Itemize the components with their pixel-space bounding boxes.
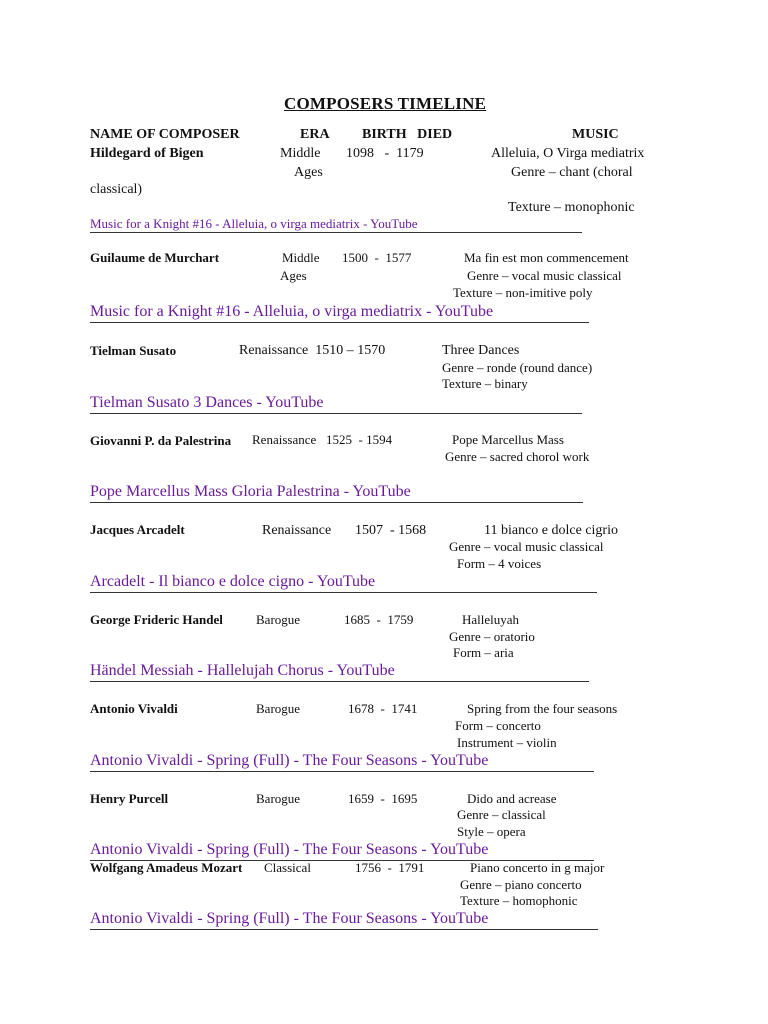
composer-years: 1685 - 1759 <box>344 612 414 627</box>
composer-era: Middle <box>280 146 321 161</box>
youtube-link[interactable]: Antonio Vivaldi - Spring (Full) - The Four Seasons - YouTube <box>90 752 594 772</box>
composer-era: Classical <box>264 860 311 875</box>
composer-era-cont: Ages <box>294 165 323 180</box>
composer-name: Hildegard of Bigen <box>90 146 204 161</box>
composer-name: Guilaume de Murchart <box>90 250 220 265</box>
composer-era: Barogue <box>256 701 301 716</box>
music-detail: Texture – binary <box>442 376 528 391</box>
youtube-link[interactable]: Antonio Vivaldi - Spring (Full) - The Four Seasons - YouTube <box>90 841 594 861</box>
music-detail: Genre – chant (choral <box>511 165 633 180</box>
page-title: COMPOSERS TIMELINE <box>284 94 487 113</box>
music-title: Piano concerto in g major <box>470 860 605 875</box>
youtube-link[interactable]: Händel Messiah - Hallelujah Chorus - YouTube <box>90 662 589 682</box>
music-detail: Genre – piano concerto <box>460 877 582 892</box>
youtube-link[interactable]: Pope Marcellus Mass Gloria Palestrina - YouTube <box>90 483 583 503</box>
music-detail: Genre – oratorio <box>449 629 535 644</box>
music-title: 11 bianco e dolce cigrio <box>484 523 618 538</box>
composer-era: Barogue <box>256 612 301 627</box>
music-detail: Texture – non-imitive poly <box>453 285 593 300</box>
music-detail: classical) <box>90 182 143 197</box>
youtube-link[interactable]: Music for a Knight #16 - Alleluia, o virga mediatrix - YouTube <box>90 217 582 233</box>
composer-name: Tielman Susato <box>90 343 177 358</box>
youtube-link[interactable]: Music for a Knight #16 - Alleluia, o virga mediatrix - YouTube <box>90 303 589 323</box>
youtube-link[interactable]: Arcadelt - Il bianco e dolce cigno - YouTube <box>90 573 597 593</box>
composer-era: Barogue <box>256 791 301 806</box>
composer-name: Jacques Arcadelt <box>90 522 185 537</box>
youtube-link[interactable]: Antonio Vivaldi - Spring (Full) - The Four Seasons - YouTube <box>90 910 598 930</box>
composer-years: 1098 - 1179 <box>346 146 424 161</box>
music-title: Three Dances <box>442 343 520 358</box>
composer-name: George Frideric Handel <box>90 612 223 627</box>
music-title: Ma fin est mon commencement <box>464 250 629 265</box>
composer-era: Middle <box>282 250 320 265</box>
music-detail: Genre – vocal music classical <box>449 539 604 554</box>
header-birth-died: BIRTH DIED <box>362 127 453 142</box>
composer-name: Henry Purcell <box>90 791 169 806</box>
music-detail: Genre – vocal music classical <box>467 268 622 283</box>
composer-name: Wolfgang Amadeus Mozart <box>90 860 243 875</box>
music-detail: Form – aria <box>453 645 514 660</box>
music-detail: Form – concerto <box>455 718 541 733</box>
composer-era-years: Renaissance 1525 - 1594 <box>252 432 393 447</box>
music-title: Alleluia, O Virga mediatrix <box>491 146 645 161</box>
music-title: Halleluyah <box>462 612 520 627</box>
music-detail: Texture – monophonic <box>508 200 635 215</box>
composer-era: Renaissance <box>262 523 332 538</box>
composer-era-cont: Ages <box>280 268 307 283</box>
music-detail: Genre – sacred chorol work <box>445 449 590 464</box>
composer-years: 1659 - 1695 <box>348 791 418 806</box>
music-detail: Genre – ronde (round dance) <box>442 360 593 375</box>
composer-era-years: Renaissance 1510 – 1570 <box>239 343 386 358</box>
composer-years: 1507 - 1568 <box>355 523 427 538</box>
composer-years: 1678 - 1741 <box>348 701 418 716</box>
music-title: Dido and acrease <box>467 791 557 806</box>
header-name: NAME OF COMPOSER <box>90 127 240 142</box>
music-title: Spring from the four seasons <box>467 701 618 716</box>
music-title: Pope Marcellus Mass <box>452 432 564 447</box>
music-detail: Genre – classical <box>457 807 546 822</box>
youtube-link[interactable]: Tielman Susato 3 Dances - YouTube <box>90 394 582 414</box>
composer-name: Antonio Vivaldi <box>90 701 178 716</box>
composer-years: 1500 - 1577 <box>342 250 412 265</box>
header-era: ERA <box>300 127 330 142</box>
music-detail: Texture – homophonic <box>460 893 578 908</box>
music-detail: Instrument – violin <box>457 735 557 750</box>
header-music: MUSIC <box>572 127 619 142</box>
composer-years: 1756 - 1791 <box>355 860 425 875</box>
music-detail: Form – 4 voices <box>457 556 542 571</box>
composer-name: Giovanni P. da Palestrina <box>90 433 232 448</box>
music-detail: Style – opera <box>457 824 526 839</box>
